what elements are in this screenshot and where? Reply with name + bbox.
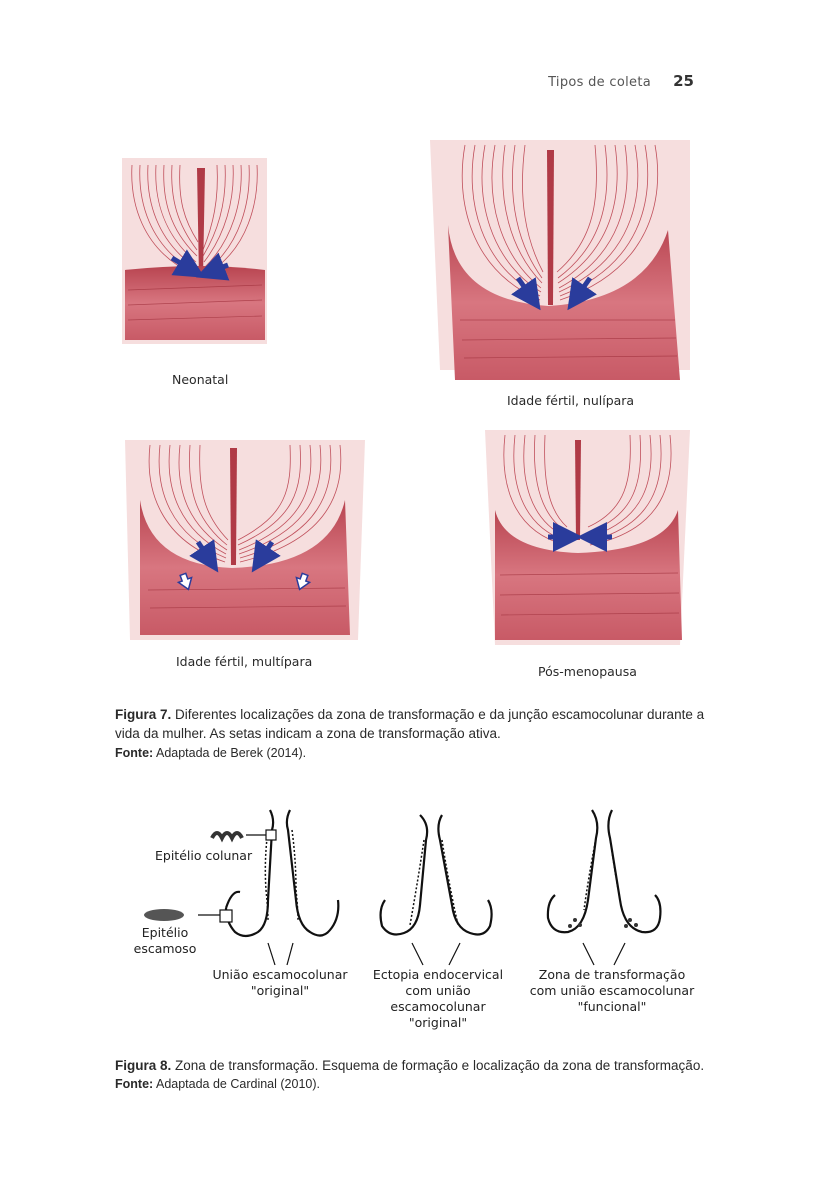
panel-label-pos-menopausa: Pós-menopausa [538, 664, 637, 679]
figure7-caption-text: Diferentes localizações da zona de transformação e da junção escamocolunar durante a vida da mulher. As setas indicam a zona de transformação ativa. [115, 707, 705, 741]
figure7-caption [115, 705, 705, 743]
diagram1-label-line: União escamocolunar [212, 967, 348, 982]
panel-label-multipara: Idade fértil, multípara [176, 654, 313, 669]
figure8-source-text: Adaptada de Cardinal (2010). [155, 1077, 320, 1091]
label-epitelio-colunar: Epitélio colunar [155, 848, 253, 863]
panel-label-nulipara: Idade fértil, nulípara [507, 393, 635, 408]
figure8-source-label: Fonte: [115, 1077, 154, 1091]
diagram2-label [363, 967, 513, 1031]
columnar-epithelium-glyph [212, 833, 242, 838]
squamous-epithelium-glyph [144, 909, 184, 921]
diagram1-label [205, 967, 355, 999]
label-epitelio-escamoso-line2: escamoso [133, 941, 197, 956]
label-epitelio-escamoso [133, 925, 197, 957]
page-number: 25 [673, 72, 694, 90]
panel-neonatal [122, 158, 267, 344]
panel-multipara [125, 440, 365, 640]
diagram2-label-line: Ectopia endocervical [372, 967, 504, 982]
figure8-source [115, 1077, 320, 1091]
diagram2-label-line: escamocolunar [390, 999, 486, 1014]
diagram3-label-line: com união escamocolunar [529, 983, 695, 998]
diagram2-label-line: "original" [408, 1015, 468, 1030]
figure7-source [115, 746, 306, 760]
figure7-caption-label: Figura 7. [115, 707, 172, 722]
diagram3-label-line: Zona de transformação [538, 967, 686, 982]
section-title: Tipos de coleta [548, 75, 651, 90]
panel-nulipara [430, 140, 690, 380]
diagram3-label [522, 967, 702, 1015]
diagram1-label-line: "original" [250, 983, 310, 998]
diagram3-label-line: "funcional" [577, 999, 647, 1014]
figure8-caption-label: Figura 8. [115, 1058, 172, 1073]
label-epitelio-escamoso-line1: Epitélio [141, 925, 189, 940]
figure7-source-label: Fonte: [115, 746, 154, 760]
figure7-source-text: Adaptada de Berek (2014). [155, 746, 307, 760]
panel-pos-menopausa [485, 430, 690, 645]
panel-label-neonatal: Neonatal [172, 372, 229, 387]
diagram2-label-line: com união [405, 983, 471, 998]
figure8-caption [115, 1056, 715, 1075]
figure8-caption-text: Zona de transformação. Esquema de formação e localização da zona de transformação. [175, 1058, 705, 1073]
